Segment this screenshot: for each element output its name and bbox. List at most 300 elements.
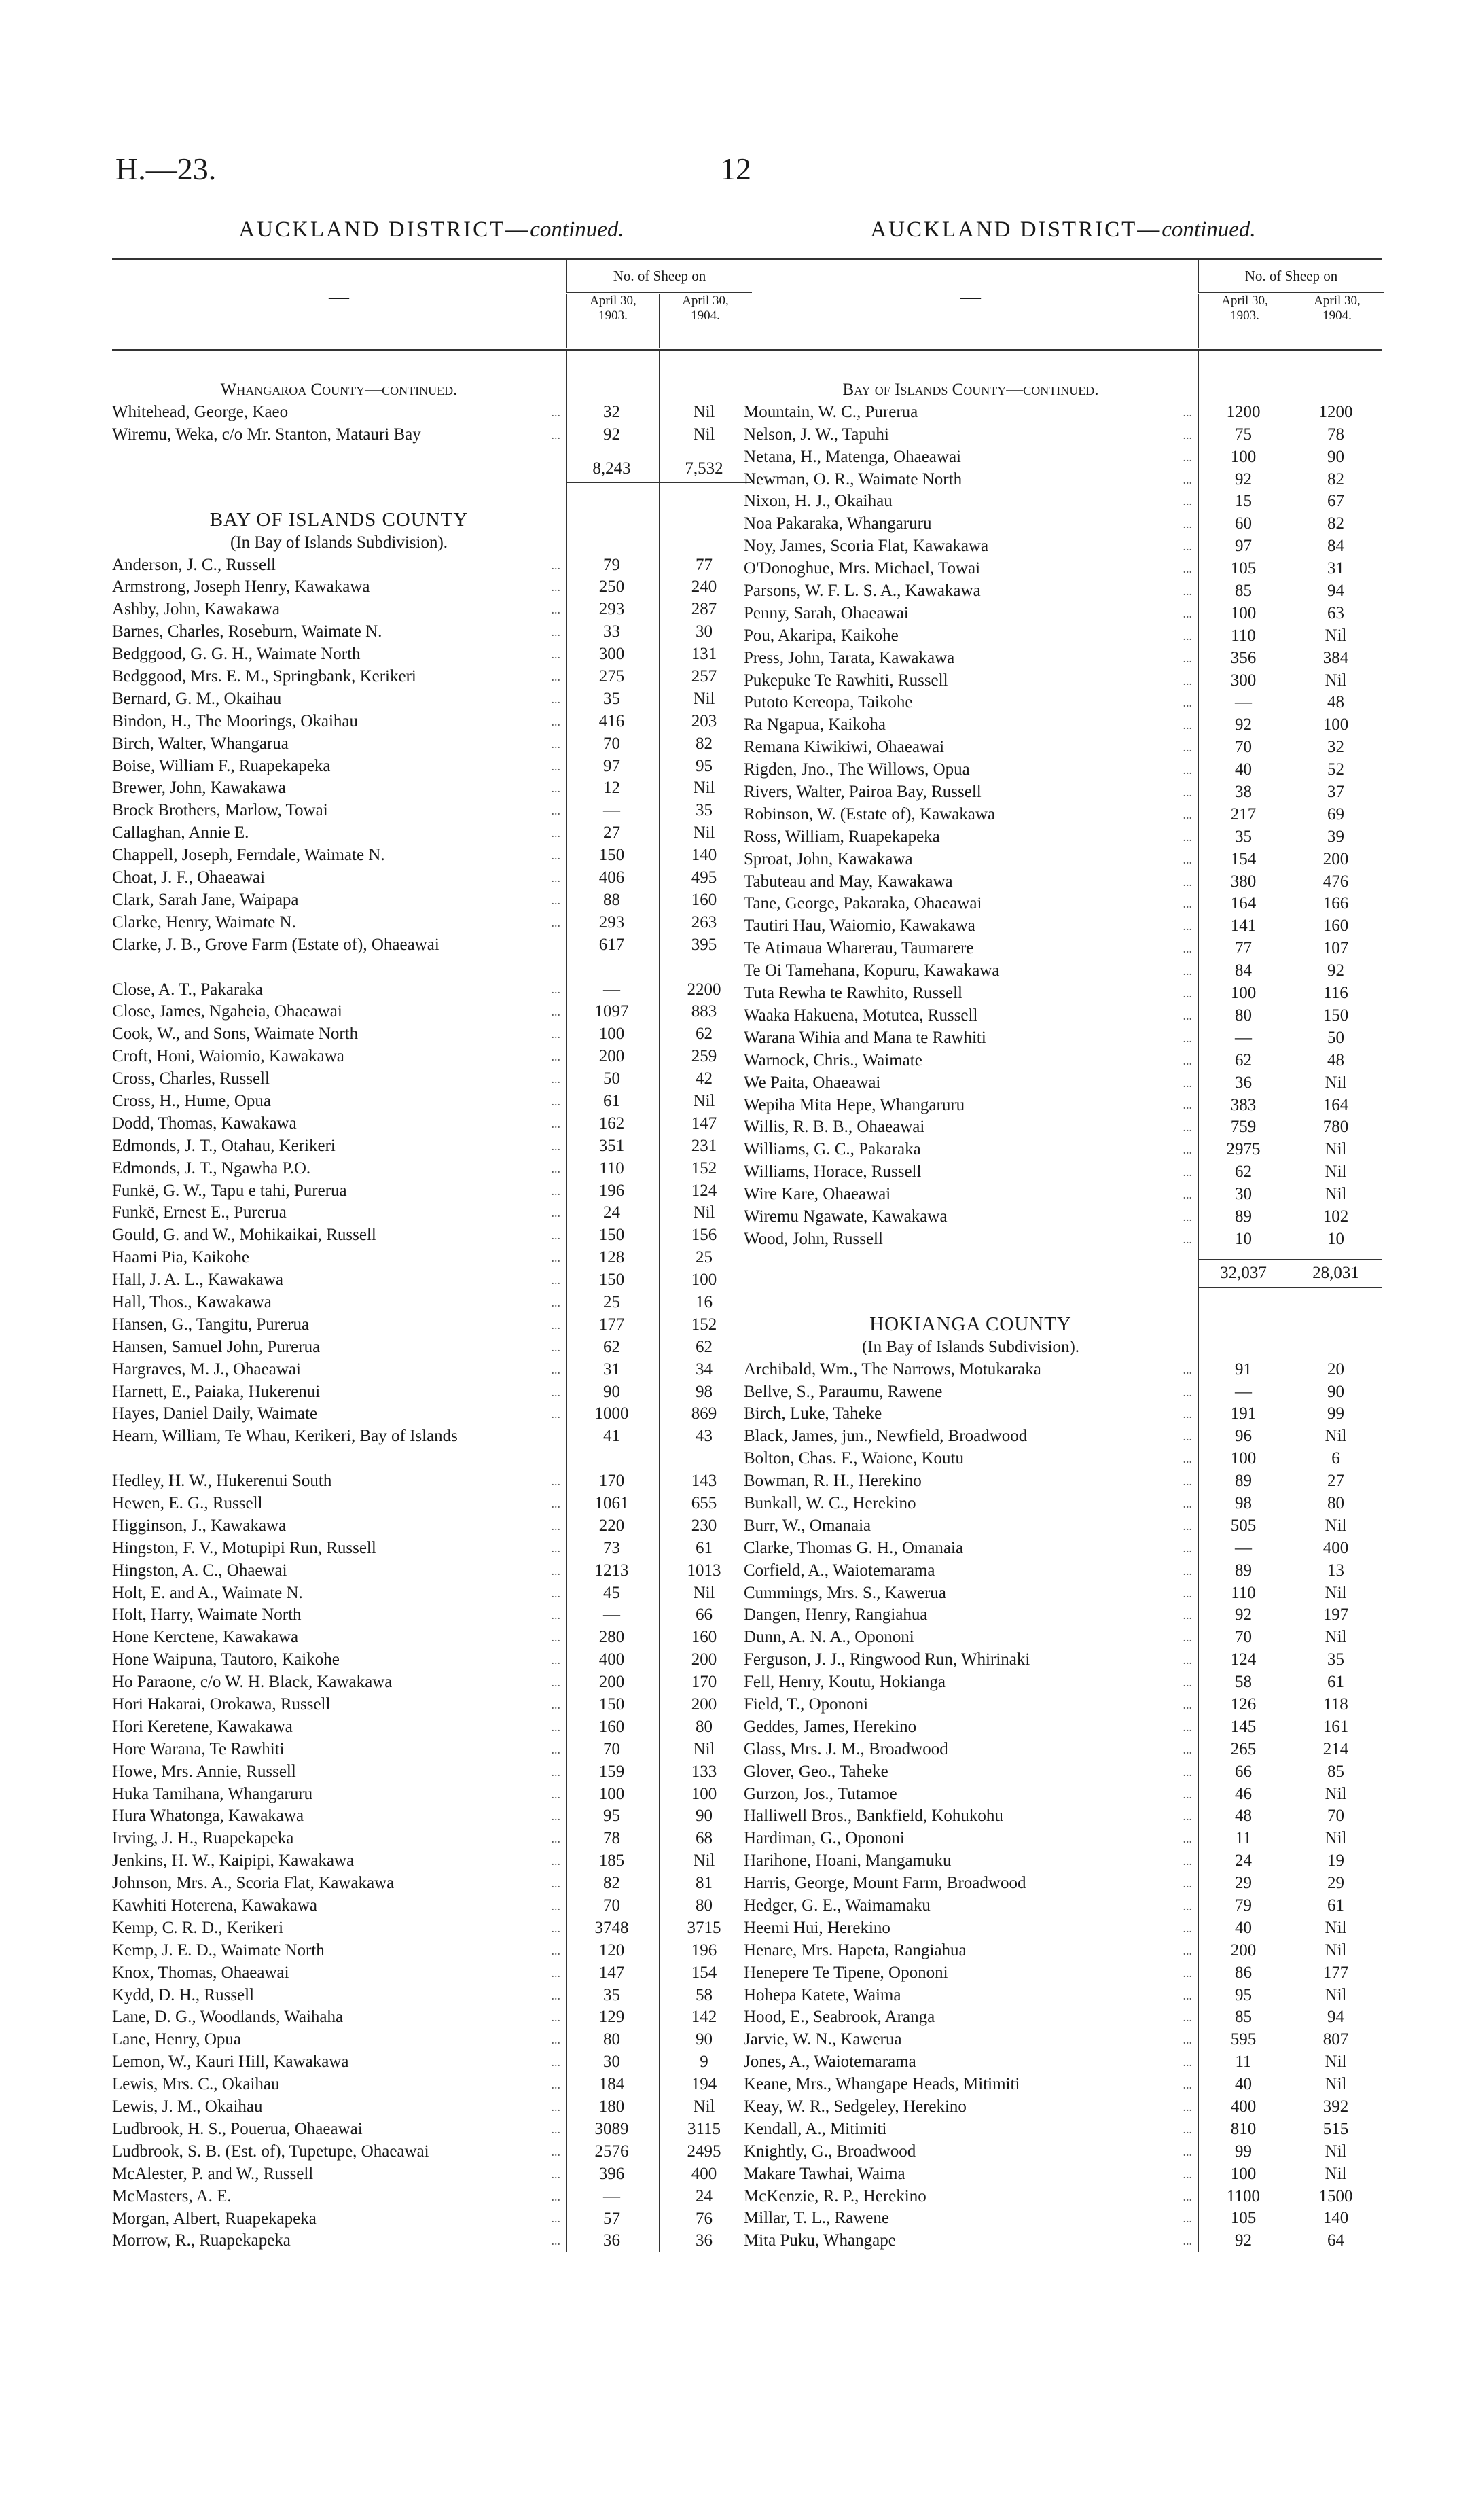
- owner-name: Haami Pia, Kaikohe ...: [112, 1247, 566, 1269]
- owner-name: Gurzon, Jos., Tutamoe ...: [744, 1783, 1198, 1806]
- owner-name: Bindon, H., The Moorings, Okaihau ...: [112, 711, 566, 733]
- sheep-1903: 79: [1235, 1896, 1252, 1915]
- sheep-1904: 99: [1327, 1404, 1344, 1423]
- owner-name: Newman, O. R., Waimate North ...: [744, 469, 1198, 491]
- page-header: [0, 0, 1476, 204]
- sheep-1904: 230: [691, 1516, 717, 1535]
- table-row: [744, 424, 1382, 446]
- owner-name: Morgan, Albert, Ruapekapeka ...: [112, 2208, 566, 2231]
- sheep-1903: 124: [1230, 1650, 1257, 1669]
- sheep-1903: 40: [1235, 760, 1252, 779]
- sheep-1903: 100: [1230, 1449, 1257, 1468]
- owner-name: Morrow, R., Ruapekapeka ...: [112, 2230, 566, 2252]
- table-row: [112, 1783, 751, 1806]
- table-row: [744, 1716, 1382, 1739]
- table-row: [112, 1940, 751, 1962]
- sheep-1904: 177: [1322, 1963, 1349, 1982]
- sheep-1903: 293: [598, 600, 625, 619]
- owner-name: Willis, R. B. B., Ohaeawai ...: [744, 1116, 1198, 1139]
- sheep-1903: 184: [598, 2075, 625, 2094]
- table-row: [112, 1694, 751, 1716]
- table-row: [112, 934, 751, 979]
- sheep-1904: 43: [696, 1427, 713, 1446]
- sheep-1903: 25: [603, 1292, 620, 1311]
- sheep-1904: 143: [691, 1472, 717, 1491]
- sheep-1904: 98: [696, 1382, 713, 1401]
- sheep-1904: 84: [1327, 537, 1344, 556]
- sheep-1904: 100: [691, 1271, 717, 1290]
- sheep-1903: 80: [603, 2030, 620, 2049]
- table-row: [112, 1135, 751, 1158]
- sheep-1904: Nil: [693, 1091, 715, 1110]
- table-row: [112, 599, 751, 621]
- sheep-1903: 29: [1235, 1874, 1252, 1893]
- sheep-1903: 82: [603, 1874, 620, 1893]
- sheep-1904: 16: [696, 1292, 713, 1311]
- sheep-1903: 31: [603, 1360, 620, 1379]
- table-row: [112, 1582, 751, 1605]
- owner-name: Cook, W., and Sons, Waimate North ...: [112, 1023, 566, 1046]
- sheep-1903: 92: [1235, 715, 1252, 734]
- owner-name: Knox, Thomas, Ohaeawai ...: [112, 1962, 566, 1985]
- owner-name: Rivers, Walter, Pairoa Bay, Russell ...: [744, 781, 1198, 804]
- owner-name: Clarke, J. B., Grove Farm (Estate of), Ohaeawai: [112, 935, 439, 954]
- sheep-1903: —: [603, 980, 620, 999]
- district-title-left: AUCKLAND DISTRICT—continued.: [238, 217, 624, 242]
- sheep-1904: 82: [696, 734, 713, 753]
- owner-name: Fell, Henry, Koutu, Hokianga ...: [744, 1671, 1198, 1694]
- table-row: [744, 1671, 1382, 1694]
- table-row: [744, 603, 1382, 625]
- sheep-1903: —: [603, 1605, 620, 1625]
- sheep-1904: 92: [1327, 961, 1344, 980]
- sheep-1904: 154: [691, 1963, 717, 1982]
- sheep-1903: 120: [598, 1940, 625, 1959]
- table-row: [744, 491, 1382, 513]
- sheep-1903: 36: [603, 2231, 620, 2250]
- sheep-1904: 62: [696, 1025, 713, 1044]
- sheep-1903: 70: [1235, 738, 1252, 757]
- owner-name: Wood, John, Russell ...: [744, 1228, 1198, 1251]
- table-row: [112, 1247, 751, 1269]
- sheep-1903: 11: [1235, 1829, 1252, 1848]
- sheep-1904: 39: [1327, 827, 1344, 846]
- table-row: [112, 576, 751, 599]
- sheep-1904: Nil: [693, 779, 715, 798]
- table-row: [112, 822, 751, 845]
- table-row: [744, 1359, 1382, 1381]
- sheep-1904: 66: [696, 1605, 713, 1625]
- table-row: [112, 2230, 751, 2252]
- owner-name: Remana Kiwikiwi, Ohaeawai ...: [744, 737, 1198, 759]
- sheep-1904: 82: [1327, 469, 1344, 489]
- sheep-1904: 80: [1327, 1493, 1344, 1512]
- table-row: [744, 871, 1382, 893]
- sheep-1903: 141: [1230, 917, 1257, 936]
- table-row: [744, 737, 1382, 759]
- owner-name: Mita Puku, Whangape ...: [744, 2230, 1198, 2252]
- table-row: [112, 1336, 751, 1359]
- sheep-1904: 94: [1327, 582, 1344, 601]
- owner-name: Callaghan, Annie E. ...: [112, 822, 566, 845]
- sheep-1903: 351: [598, 1136, 625, 1155]
- table-row: [744, 1538, 1382, 1560]
- sheep-1904: 63: [1327, 603, 1344, 622]
- sheep-1904: 160: [691, 890, 717, 909]
- date-1904-header: April 30, 1904.: [659, 294, 751, 348]
- sheep-count-header: No. of Sheep on: [566, 260, 752, 293]
- table-row: [744, 1139, 1382, 1161]
- sheep-1903: 105: [1230, 2209, 1257, 2228]
- sheep-1904: 400: [1322, 1538, 1349, 1557]
- sheep-1904: 3115: [687, 2119, 721, 2138]
- county-total-row: [112, 446, 751, 491]
- sheep-1903: 3748: [594, 1918, 629, 1937]
- table-body-left: [112, 351, 751, 2252]
- table-row: [744, 1783, 1382, 1806]
- table-row: [112, 1850, 751, 1873]
- sheep-1904: 170: [691, 1673, 717, 1692]
- sheep-1904: 164: [1322, 1095, 1349, 1114]
- owner-name: Johnson, Mrs. A., Scoria Flat, Kawakawa ...: [112, 1873, 566, 1895]
- owner-name: Hone Kerctene, Kawakawa ...: [112, 1627, 566, 1649]
- sheep-1904: Nil: [1325, 1140, 1347, 1159]
- owner-name: Choat, J. F., Ohaeawai ...: [112, 867, 566, 889]
- table-row: [744, 982, 1382, 1005]
- table-row: [112, 2074, 751, 2096]
- sheep-1903: 100: [598, 1784, 625, 1803]
- owner-name: Knightly, G., Broadwood ...: [744, 2141, 1198, 2163]
- sheep-1903: 100: [1230, 984, 1257, 1003]
- sheep-1904: Nil: [693, 425, 715, 444]
- owner-name: Hood, E., Seabrook, Aranga ...: [744, 2006, 1198, 2029]
- table-row: [744, 1493, 1382, 1515]
- sheep-1904: 150: [1322, 1006, 1349, 1025]
- total-1904: 28,031: [1289, 1259, 1382, 1288]
- sheep-1903: 40: [1235, 2075, 1252, 2094]
- table-row: [112, 1470, 751, 1493]
- sheep-1904: 100: [691, 1784, 717, 1803]
- sheep-1904: 90: [696, 1807, 713, 1826]
- table-row: [744, 1828, 1382, 1850]
- table-row: [112, 800, 751, 822]
- sheep-1904: 869: [691, 1404, 717, 1423]
- sheep-1904: Nil: [1325, 626, 1347, 645]
- county-heading: BAY OF ISLANDS COUNTY: [209, 508, 469, 531]
- owner-name: Gould, G. and W., Mohikaikai, Russell ...: [112, 1224, 566, 1247]
- sheep-1904: 147: [691, 1114, 717, 1133]
- sheep-1904: Nil: [1325, 1628, 1347, 1647]
- sheep-1903: 92: [1235, 469, 1252, 489]
- sheep-1903: 200: [598, 1047, 625, 1066]
- sheep-1903: 24: [603, 1203, 620, 1222]
- owner-name: Heemi Hui, Herekino ...: [744, 1917, 1198, 1940]
- table-row: [112, 1895, 751, 1917]
- table-row: [744, 1805, 1382, 1828]
- owner-name: Hall, J. A. L., Kawakawa ...: [112, 1269, 566, 1292]
- sheep-1903: 70: [603, 1739, 620, 1758]
- sheep-1903: 110: [1231, 626, 1256, 645]
- table-row: [744, 893, 1382, 915]
- table-row: [112, 1023, 751, 1046]
- table-row: [112, 1716, 751, 1739]
- sheep-1903: 88: [603, 890, 620, 909]
- sheep-1903: 60: [1235, 514, 1252, 533]
- sheep-1903: 33: [603, 622, 620, 641]
- date-1904-header: April 30, 1904.: [1291, 294, 1383, 348]
- owner-name: Glass, Mrs. J. M., Broadwood ...: [744, 1739, 1198, 1761]
- sheep-1904: Nil: [1325, 2075, 1347, 2094]
- sheep-1904: 1013: [687, 1561, 721, 1580]
- sheep-1904: 395: [691, 935, 717, 954]
- sheep-1903: 105: [1230, 559, 1257, 578]
- owner-name: Higginson, J., Kawakawa ...: [112, 1515, 566, 1538]
- sheep-1903: 96: [1235, 1427, 1252, 1446]
- owner-name: Hori Keretene, Kawakawa ...: [112, 1716, 566, 1739]
- sheep-1904: Nil: [1325, 1829, 1347, 1848]
- owner-name: Boise, William F., Ruapekapeka ...: [112, 756, 566, 778]
- sheep-1904: 140: [1322, 2209, 1349, 2228]
- owner-name: Hansen, G., Tangitu, Purerua ...: [112, 1314, 566, 1336]
- sheep-1903: 400: [1230, 2097, 1257, 2116]
- table-row: [112, 1985, 751, 2007]
- sheep-1904: Nil: [1325, 1185, 1347, 1204]
- sheep-1904: 476: [1322, 872, 1349, 891]
- sheep-1903: 100: [1230, 2164, 1257, 2183]
- sheep-1903: 85: [1235, 2008, 1252, 2027]
- owner-name: Kydd, D. H., Russell ...: [112, 1985, 566, 2007]
- table-row: [112, 621, 751, 643]
- table-row: [744, 960, 1382, 982]
- owner-name: Ferguson, J. J., Ringwood Run, Whirinaki ...: [744, 1649, 1198, 1671]
- total-1904: 7,532: [658, 455, 751, 483]
- sheep-1904: 90: [1327, 1382, 1344, 1401]
- sheep-1904: 61: [1327, 1673, 1344, 1692]
- owner-name: Kendall, A., Mitimiti ...: [744, 2118, 1198, 2141]
- table-row: [112, 1671, 751, 1694]
- sheep-1903: 24: [1235, 1851, 1252, 1870]
- date-1903-header: April 30, 1903.: [566, 294, 659, 348]
- sheep-1904: Nil: [693, 689, 715, 708]
- table-row: [744, 402, 1382, 424]
- table-row: [744, 1448, 1382, 1470]
- table-row: [744, 2207, 1382, 2230]
- owner-name: Hearn, William, Te Whau, Kerikeri, Bay of Islands: [112, 1427, 458, 1446]
- sheep-1904: 131: [691, 645, 717, 664]
- sheep-1903: 406: [598, 868, 625, 887]
- sheep-1904: 197: [1322, 1605, 1349, 1625]
- table-row: [744, 1381, 1382, 1404]
- sheep-1903: 50: [603, 1069, 620, 1088]
- sheep-1903: 97: [603, 756, 620, 775]
- sheep-1903: 147: [598, 1963, 625, 1982]
- sheep-1903: 217: [1230, 804, 1257, 823]
- table-row: [744, 1761, 1382, 1783]
- sheep-1903: 2975: [1226, 1140, 1261, 1159]
- sheep-1903: 38: [1235, 783, 1252, 802]
- owner-name: Wepiha Mita Hepe, Whangaruru ...: [744, 1095, 1198, 1117]
- sheep-1903: 110: [1231, 1583, 1256, 1602]
- sheep-1904: Nil: [693, 823, 715, 842]
- table-row: [112, 1604, 751, 1627]
- table-row: [112, 1761, 751, 1783]
- table-row: [112, 2051, 751, 2074]
- sheep-1903: 95: [1235, 1985, 1252, 2004]
- sheep-1903: 300: [598, 645, 625, 664]
- sheep-1903: 92: [1235, 2231, 1252, 2250]
- sheep-1903: —: [1235, 1382, 1252, 1401]
- table-row: [112, 1627, 751, 1649]
- table-row: [112, 1381, 751, 1404]
- sheep-1903: 12: [603, 779, 620, 798]
- sheep-1904: 240: [691, 578, 717, 597]
- table-row: [112, 1090, 751, 1113]
- sheep-1904: Nil: [1325, 1940, 1347, 1959]
- sheep-1903: 1061: [594, 1494, 629, 1512]
- owner-name: Makare Tawhai, Waima ...: [744, 2163, 1198, 2186]
- sheep-1904: 400: [691, 2164, 717, 2183]
- sheep-1903: 150: [598, 1695, 625, 1714]
- owner-name: Tuta Rewha te Rawhito, Russell ...: [744, 982, 1198, 1005]
- sheep-1904: 107: [1322, 939, 1349, 958]
- sheep-1903: 293: [598, 912, 625, 931]
- table-row: [112, 889, 751, 912]
- owner-name: Bellve, S., Paraumu, Rawene ...: [744, 1381, 1198, 1404]
- table-row: [744, 1050, 1382, 1072]
- sheep-1904: 392: [1322, 2097, 1349, 2116]
- sheep-1903: 1100: [1226, 2186, 1261, 2205]
- table-row: [744, 1228, 1382, 1251]
- sheep-1904: 20: [1327, 1360, 1344, 1379]
- owner-name: Putoto Kereopa, Taikohe ...: [744, 692, 1198, 714]
- sheep-1904: 200: [1322, 849, 1349, 868]
- owner-name: Birch, Walter, Whangarua ...: [112, 733, 566, 756]
- owner-name: Pukepuke Te Rawhiti, Russell ...: [744, 670, 1198, 692]
- table-row: [112, 1068, 751, 1090]
- owner-name: Wire Kare, Ohaeawai ...: [744, 1184, 1198, 1206]
- sheep-1903: 10: [1235, 1229, 1252, 1248]
- sheep-1904: 214: [1322, 1739, 1349, 1758]
- owner-name: Croft, Honi, Waiomio, Kawakawa ...: [112, 1046, 566, 1068]
- owner-name: Te Oi Tamehana, Kopuru, Kawakawa ...: [744, 960, 1198, 982]
- table-row: [744, 849, 1382, 871]
- table-row: [744, 1470, 1382, 1493]
- sheep-1904: 2200: [687, 980, 721, 999]
- table-row: [744, 1694, 1382, 1716]
- table-row: [744, 1940, 1382, 1962]
- sheep-1903: 36: [1235, 1073, 1252, 1092]
- sheep-1904: Nil: [693, 1583, 715, 1602]
- sheep-1904: 194: [691, 2075, 717, 2094]
- total-1903: 32,037: [1198, 1259, 1289, 1288]
- sheep-1904: 95: [696, 756, 713, 775]
- sheep-1903: 89: [1235, 1561, 1252, 1580]
- owner-name: Cummings, Mrs. S., Kawerua ...: [744, 1582, 1198, 1605]
- table-body-right: [744, 351, 1382, 2252]
- sheep-1903: 759: [1230, 1118, 1257, 1137]
- table-row: [744, 2163, 1382, 2186]
- sheep-1903: 100: [1230, 603, 1257, 622]
- sheep-1903: 617: [598, 935, 625, 954]
- section-heading: Bay of Islands County—continued.: [842, 380, 1099, 399]
- owner-name: Hardiman, G., Opononi ...: [744, 1828, 1198, 1850]
- owner-name: Field, T., Opononi ...: [744, 1694, 1198, 1716]
- sheep-1904: Nil: [1325, 1163, 1347, 1182]
- sheep-1903: 75: [1235, 425, 1252, 444]
- sheep-1904: 31: [1327, 559, 1344, 578]
- table-row: [744, 2051, 1382, 2074]
- sheep-1904: 27: [1327, 1472, 1344, 1491]
- sheep-1903: 62: [1235, 1050, 1252, 1069]
- sheep-1903: 170: [598, 1472, 625, 1491]
- table-header-left: [112, 258, 751, 351]
- table-row: [744, 759, 1382, 781]
- table-row: [112, 402, 751, 424]
- sheep-1903: 35: [1235, 827, 1252, 846]
- sheep-1903: 1097: [594, 1002, 629, 1021]
- table-row: [112, 1649, 751, 1671]
- subdivision-heading: (In Bay of Islands Subdivision).: [861, 1337, 1080, 1356]
- owner-name: Hori Hakarai, Orokawa, Russell ...: [112, 1694, 566, 1716]
- owner-name: Warana Wihia and Mana te Rawhiti ...: [744, 1027, 1198, 1050]
- sheep-1903: 196: [598, 1181, 625, 1200]
- table-row: [744, 692, 1382, 714]
- table-row: [744, 2096, 1382, 2118]
- sheep-1904: 807: [1322, 2030, 1349, 2049]
- table-row: [112, 1873, 751, 1895]
- owner-name: Cross, H., Hume, Opua ...: [112, 1090, 566, 1113]
- table-row: [112, 1314, 751, 1336]
- sheep-1903: 90: [603, 1382, 620, 1401]
- owner-name: Hedley, H. W., Hukerenui South ...: [112, 1470, 566, 1493]
- table-row: [112, 1359, 751, 1381]
- owner-name: Hargraves, M. J., Ohaeawai ...: [112, 1359, 566, 1381]
- sheep-1903: 77: [1235, 939, 1252, 958]
- table-row: [112, 1180, 751, 1203]
- table-row: [112, 1515, 751, 1538]
- sheep-1904: 655: [691, 1494, 717, 1512]
- sheep-1903: 383: [1230, 1095, 1257, 1114]
- owner-name: Bunkall, W. C., Herekino ...: [744, 1493, 1198, 1515]
- table-row: [744, 580, 1382, 603]
- owner-name: Geddes, James, Herekino ...: [744, 1716, 1198, 1739]
- owner-name: Harris, George, Mount Farm, Broadwood ...: [744, 1873, 1198, 1895]
- table-header-right: [744, 258, 1382, 351]
- owner-name: Kemp, C. R. D., Kerikeri ...: [112, 1917, 566, 1940]
- sheep-1904: 883: [691, 1002, 717, 1021]
- owner-name: Tautiri Hau, Waiomio, Kawakawa ...: [744, 915, 1198, 938]
- sheep-1904: 9: [700, 2053, 708, 2072]
- owner-name: Ludbrook, S. B. (Est. of), Tupetupe, Ohaeawai ...: [112, 2141, 566, 2163]
- sheep-1903: 400: [598, 1650, 625, 1669]
- table-row: [112, 1113, 751, 1135]
- sheep-1903: 48: [1235, 1807, 1252, 1826]
- sheep-1903: 100: [598, 1025, 625, 1044]
- sheep-1903: 505: [1230, 1516, 1257, 1535]
- owner-name: Williams, G. C., Pakaraka ...: [744, 1139, 1198, 1161]
- sheep-1904: 64: [1327, 2231, 1344, 2250]
- sheep-1903: 810: [1230, 2119, 1257, 2138]
- table-row: [744, 2029, 1382, 2051]
- sheep-1903: 200: [598, 1673, 625, 1692]
- table-row: [744, 781, 1382, 804]
- table-row: [744, 714, 1382, 737]
- owner-name: McMasters, A. E. ...: [112, 2186, 566, 2208]
- owner-name: Ludbrook, H. S., Pouerua, Ohaeawai ...: [112, 2118, 566, 2141]
- table-row: [744, 1072, 1382, 1095]
- table-row: [744, 1739, 1382, 1761]
- sheep-1904: 29: [1327, 1874, 1344, 1893]
